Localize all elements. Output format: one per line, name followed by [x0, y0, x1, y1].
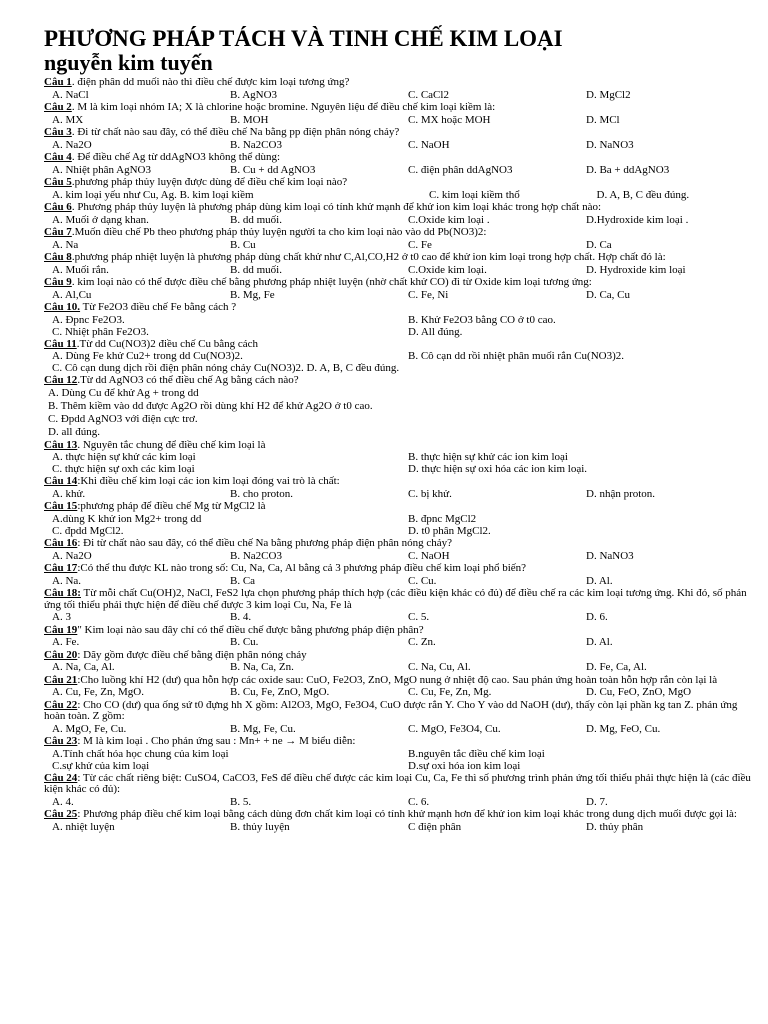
answer-option[interactable] [254, 189, 422, 201]
answer-option[interactable]: C. NaOH [408, 549, 450, 562]
answer-option[interactable]: B. thực hiện sự khử các ion kim loại [408, 451, 568, 464]
answer-option[interactable]: A. Na2O [52, 549, 92, 562]
answer-option[interactable]: C. 5. [408, 611, 430, 624]
answer-option[interactable]: B. Cu [230, 238, 256, 251]
answer-option[interactable]: D. Al. [586, 574, 613, 587]
answer-option[interactable]: A. Muối rắn. [52, 263, 109, 276]
answer-options [44, 189, 756, 201]
question-item [44, 700, 756, 736]
answer-option[interactable]: D. Ca [586, 238, 612, 251]
answer-option[interactable]: A. Dùng Fe khử Cu2+ trong dd Cu(NO3)2. [52, 350, 243, 363]
answer-option[interactable]: D. t0 phân MgCl2. [408, 524, 491, 537]
answer-option[interactable]: A. nhiệt luyện [52, 820, 115, 833]
answer-option[interactable]: D. NaNO3 [586, 549, 634, 562]
answer-option[interactable]: B. 5. [230, 795, 252, 808]
question-text: Từ Fe2O3 điều chế Fe bằng cách ? [80, 301, 237, 313]
answer-option[interactable]: B. cho proton. [230, 487, 293, 500]
answer-options [44, 488, 756, 500]
answer-option[interactable]: A. kim loại yếu như Cu, Ag. B. kim loại kiềm [52, 188, 254, 201]
question-stem [44, 77, 756, 89]
answer-options [44, 139, 756, 151]
question-item [44, 625, 756, 649]
answer-options [44, 748, 756, 772]
question-stem [44, 700, 756, 723]
question-text: :phương pháp để điều chế Mg từ MgCl2 là [77, 500, 266, 513]
question-stem [44, 476, 756, 488]
question-text: . kim loại nào có thể được điều chế bằng phương pháp nhiệt luyện (nhờ chất khử CO) đi từ Oxide kim loại tương ứng: [71, 276, 592, 288]
answer-option[interactable]: B. dd muối. [230, 213, 282, 226]
answer-option[interactable]: B. đpnc MgCl2 [408, 512, 477, 525]
answer-option[interactable]: A. Muối ở dạng khan. [52, 213, 149, 226]
question-item [44, 177, 756, 201]
question-item [44, 773, 756, 809]
answer-option[interactable]: D. nhận proton. [586, 487, 656, 500]
document [44, 26, 756, 833]
question-item [44, 588, 756, 624]
question-stem [44, 650, 756, 662]
answer-options [44, 550, 756, 562]
answer-option[interactable]: B. Mg, Fe [230, 288, 275, 301]
answer-option[interactable]: D. Mg, FeO, Cu. [586, 722, 661, 735]
answer-option[interactable]: A. Na [52, 238, 79, 251]
answer-option[interactable]: D. A, B, C đều đúng. [596, 188, 690, 201]
answer-option[interactable]: B. MOH [230, 113, 269, 126]
answer-option[interactable]: B. thủy luyện [230, 820, 290, 833]
answer-option[interactable]: D. All đúng. [408, 325, 463, 338]
answer-option[interactable]: D. Cu, FeO, ZnO, MgO [586, 686, 692, 699]
question-text: . điện phân dd muối nào thì điều chế được kim loại tương ứng? [71, 76, 350, 88]
question-stem [44, 339, 756, 351]
question-text: :Có thể thu được KL nào trong số: Cu, Na, Ca, Al bằng cả 3 phương pháp điều chế kim loại phổ biến? [77, 561, 527, 574]
answer-option[interactable]: C. bị khử. [408, 487, 452, 500]
answer-option[interactable]: B. Na2CO3 [230, 138, 282, 151]
answer-option[interactable]: C. NaOH [408, 138, 450, 151]
answer-option[interactable]: D. Ba + ddAgNO3 [586, 163, 670, 176]
answer-option[interactable]: C. Cu. [408, 574, 437, 587]
answer-option[interactable]: B. Cô cạn dd rồi nhiệt phân muối rắn Cu(NO3)2. [408, 350, 624, 363]
answer-options [44, 387, 756, 439]
question-text: .phương pháp thủy luyện được dùng để điều chế kim loại nào? [71, 176, 348, 188]
answer-option[interactable]: C. CaCl2 [408, 88, 449, 101]
answer-options [44, 575, 756, 587]
question-stem [44, 202, 756, 214]
question-text: :Khi điều chế kim loại các ion kim loại đóng vai trò là chất: [77, 475, 340, 488]
question-item [44, 375, 756, 439]
question-item [44, 440, 756, 476]
answer-option[interactable]: A.Tính chất hóa học chung của kim loại [52, 747, 229, 760]
answer-option[interactable]: B. Cu, Fe, ZnO, MgO. [230, 686, 330, 699]
answer-option[interactable]: A. Fe. [52, 636, 80, 649]
question-number: Câu 4 [44, 151, 72, 163]
question-stem [44, 152, 756, 164]
answer-option[interactable]: C. kim loại kiềm thổ [429, 188, 520, 201]
answer-option[interactable]: D. NaNO3 [586, 138, 634, 151]
question-text: : Cho CO (dư) qua ống sứ t0 đựng hh X gồm: Al2O3, MgO, Fe3O4, CuO được rắn Y. Cho Y vào dd NaOH (dư), thấy còn lại phần kg tan Z. phản ứng hoàn toàn. Z gồm: [44, 698, 738, 723]
question-stem [44, 563, 756, 575]
question-item [44, 501, 756, 537]
question-text: . Để điều chế Ag từ ddAgNO3 không thể dùng: [71, 151, 281, 163]
answer-option[interactable]: C điện phân [408, 820, 462, 833]
question-number: Câu 19 [44, 623, 78, 636]
question-text: : M là kim loại . Cho phản ứng sau : Mn+ + ne → M biểu diễn: [77, 735, 356, 748]
question-number: Câu 14 [44, 475, 78, 488]
question-text: : Từ các chất riêng biệt: CuSO4, CaCO3, FeS để điều chế được các kim loại Cu, Ca, Fe thì số phương trình phản ứng tối thiểu phải thực hiện là (các điều kiện khác có đủ): [44, 771, 751, 796]
question-stem [44, 177, 756, 189]
question-number: Câu 17 [44, 561, 78, 574]
question-item [44, 252, 756, 276]
answer-option[interactable]: D. MCl [586, 113, 620, 126]
answer-options [44, 264, 756, 276]
question-text: . M là kim loại nhóm IA; X là chlorine hoặc bromine. Nguyên liệu để điều chế kim loại kiềm là: [71, 101, 496, 113]
question-stem [44, 809, 756, 821]
answer-options [44, 821, 756, 833]
answer-option[interactable]: C. Fe, Ni [408, 288, 449, 301]
question-stem [44, 102, 756, 114]
answer-options [44, 611, 756, 623]
question-number: Câu 23 [44, 735, 78, 748]
answer-option[interactable]: D. all đúng. [48, 425, 100, 438]
question-number: Câu 20 [44, 648, 78, 661]
answer-option[interactable]: B. Na2CO3 [230, 549, 282, 562]
answer-option[interactable]: B. Mg, Fe, Cu. [230, 722, 296, 735]
answer-option[interactable]: A. 4. [52, 795, 74, 808]
answer-option[interactable]: D.Hydroxide kim loại . [586, 213, 689, 226]
question-text: :Cho luồng khí H2 (dư) qua hỗn hợp các oxide sau: CuO, Fe2O3, ZnO, MgO nung ở nhiệt độ cao. Sau phản ứng hoàn toàn hỗn hợp rắn còn lại là [77, 673, 718, 686]
question-text: : Dãy gồm được điều chế bằng điện phân nóng chảy [77, 648, 307, 661]
answer-option[interactable]: A. khử. [52, 487, 86, 500]
answer-option[interactable]: C. Cu, Fe, Zn, Mg. [408, 686, 492, 699]
question-stem [44, 736, 756, 748]
question-number: Câu 12 [44, 374, 78, 387]
answer-options [44, 796, 756, 808]
question-number: Câu 24 [44, 771, 78, 784]
answer-options [44, 214, 756, 226]
answer-option[interactable]: B. Cu. [230, 636, 259, 649]
question-text: . Đi từ chất nào sau đây, có thể điều chế Na bằng pp điện phân nóng chảy? [71, 126, 400, 138]
question-stem [44, 127, 756, 139]
answer-option[interactable]: D. thủy phân [586, 820, 644, 833]
question-text: : Phương pháp điều chế kim loại bằng cách dùng đơn chất kim loại có tính khử mạnh hơn để khử ion kim loại khác trong dung dịch muối được gọi là: [77, 808, 737, 821]
answer-option[interactable]: A. Na. [52, 574, 82, 587]
answer-option[interactable]: A.dùng K khử ion Mg2+ trong dd [52, 512, 202, 525]
question-text: " Kim loại nào sau đây chỉ có thể điều chế được bằng phương pháp điện phân? [77, 623, 424, 636]
question-item [44, 538, 756, 562]
question-number: Câu 13 [44, 438, 78, 451]
answer-option[interactable]: C. Fe [408, 238, 432, 251]
answer-options [44, 513, 756, 537]
answer-options [44, 636, 756, 648]
question-stem [44, 773, 756, 796]
question-text: .phương pháp nhiệt luyện là phương pháp dùng chất khử như C,Al,CO,H2 ở t0 cao để khử ion kim loại trong hợp chất. Hợp chất đó là: [71, 251, 666, 263]
question-stem [44, 302, 756, 314]
answer-option[interactable]: D.sự oxi hóa ion kim loại [408, 759, 521, 772]
answer-option[interactable]: A. Na, Ca, Al. [52, 661, 115, 674]
answer-option[interactable]: B. AgNO3 [230, 88, 278, 101]
answer-options [44, 661, 756, 673]
answer-option[interactable]: B. Cu + dd AgNO3 [230, 163, 316, 176]
answer-options [44, 451, 756, 475]
answer-option[interactable]: C. điện phân ddAgNO3 [408, 163, 513, 176]
answer-options [44, 114, 756, 126]
answer-option[interactable]: B. dd muối. [230, 263, 282, 276]
question-stem [44, 538, 756, 550]
answer-options [44, 89, 756, 101]
question-number: Câu 15 [44, 500, 78, 513]
question-stem [44, 625, 756, 637]
question-number: Câu 25 [44, 808, 78, 821]
question-number: Câu 21 [44, 673, 78, 686]
answer-option[interactable]: C. Đpdd AgNO3 với điện cực trơ. [48, 412, 198, 425]
answer-options [44, 239, 756, 251]
answer-options [44, 686, 756, 698]
question-list [44, 77, 756, 833]
question-text: . Nguyên tắc chung để điều chế kim loại là [77, 438, 266, 451]
question-item [44, 277, 756, 301]
answer-option[interactable]: A. Na2O [52, 138, 92, 151]
answer-option[interactable]: A. Al,Cu [52, 288, 92, 301]
question-item [44, 227, 756, 251]
question-item [44, 202, 756, 226]
answer-options [44, 314, 756, 338]
question-number: Câu 11 [44, 337, 77, 350]
answer-option[interactable]: B. Khử Fe2O3 bằng CO ở t0 cao. [408, 313, 556, 326]
answer-options [44, 350, 756, 374]
question-text: . Phương pháp thủy luyện là phương pháp dùng kim loại có tính khử mạnh để khử ion kim loại khác trong hợp chất nào: [71, 201, 602, 213]
answer-option[interactable]: C.sự khử của kim loại [52, 759, 150, 772]
answer-options [44, 289, 756, 301]
question-number: Câu 3 [44, 126, 72, 138]
question-stem [44, 588, 756, 611]
answer-option[interactable]: C.Oxide kim loại. [408, 263, 487, 276]
question-stem [44, 375, 756, 387]
question-item [44, 675, 756, 699]
answer-option[interactable]: C. thực hiện sự oxh các kim loại [52, 463, 195, 476]
question-number: Câu 2 [44, 101, 72, 113]
answer-option[interactable]: B. Thêm kiềm vào dd được Ag2O rồi dùng khí H2 để khử Ag2O ở t0 cao. [48, 399, 373, 412]
question-stem [44, 227, 756, 239]
answer-option[interactable]: A. Cu, Fe, Zn, MgO. [52, 686, 144, 699]
answer-option[interactable]: D. 7. [586, 795, 608, 808]
answer-option[interactable]: D. thực hiện sự oxi hóa các ion kim loại. [408, 463, 588, 476]
author-name: nguyễn kim tuyến [44, 50, 213, 75]
answer-option[interactable]: B. 4. [230, 611, 252, 624]
question-number: Câu 8 [44, 251, 72, 263]
question-item [44, 152, 756, 176]
answer-option[interactable]: D. MgCl2 [586, 88, 631, 101]
answer-options [44, 723, 756, 735]
question-item [44, 302, 756, 338]
question-item [44, 563, 756, 587]
question-text: Từ mỗi chất Cu(OH)2, NaCl, FeS2 lựa chọn phương pháp thích hợp (các điều kiện khác có đủ) để điều chế ra các kim loại tương ứng. Khi đó, số phản ứng tối thiểu phải thực hiện để điều chế được 3 kim loại Cu, Na, Fe là [44, 586, 747, 611]
answer-option[interactable]: A. MX [52, 113, 84, 126]
question-item [44, 736, 756, 772]
question-item [44, 77, 756, 101]
answer-option[interactable]: A. Nhiệt phân AgNO3 [52, 163, 151, 176]
answer-option[interactable]: A. thực hiện sự khử các kim loại [52, 451, 196, 464]
question-text: .Từ dd Cu(NO3)2 điều chế Cu bằng cách [76, 337, 259, 350]
question-item [44, 127, 756, 151]
answer-options [44, 164, 756, 176]
answer-option[interactable]: A. Dùng Cu để khử Ag + trong dd [48, 386, 199, 399]
question-item [44, 339, 756, 375]
answer-option[interactable]: C. MX hoặc MOH [408, 113, 491, 126]
question-number: Câu 18: [44, 586, 81, 599]
answer-option[interactable]: D. Hydroxide kim loại [586, 263, 686, 276]
question-number: Câu 7 [44, 226, 72, 238]
answer-option[interactable]: C. đpdd MgCl2. [52, 524, 124, 537]
question-stem [44, 675, 756, 687]
question-stem [44, 252, 756, 264]
answer-option[interactable]: C. MgO, Fe3O4, Cu. [408, 722, 501, 735]
question-number: Câu 10. [44, 301, 81, 313]
answer-option[interactable]: C.Oxide kim loại . [408, 213, 490, 226]
answer-option[interactable]: D. Al. [586, 636, 613, 649]
question-item [44, 650, 756, 674]
answer-option[interactable]: A. NaCl [52, 88, 89, 101]
page-title: PHƯƠNG PHÁP TÁCH VÀ TINH CHẾ KIM LOẠI [44, 26, 563, 51]
answer-option[interactable]: D. Ca, Cu [586, 288, 630, 301]
question-text: : Đi từ chất nào sau đây, có thể điều chế Na bằng phương pháp điện phân nóng chảy? [77, 536, 453, 549]
question-number: Câu 1 [44, 76, 72, 88]
question-number: Câu 5 [44, 176, 72, 188]
answer-option[interactable]: D. 6. [586, 611, 608, 624]
question-stem [44, 277, 756, 289]
answer-option[interactable]: C. Cô cạn dung dịch rồi điện phân nóng chảy Cu(NO3)2. D. A, B, C đều đúng. [52, 362, 400, 375]
answer-option[interactable]: B.nguyên tắc điều chế kim loại [408, 747, 545, 760]
question-text: .Muốn điều chế Pb theo phương pháp thủy luyện người ta cho kim loại nào vào dd Pb(NO3)2: [71, 226, 487, 238]
answer-option[interactable]: C. Nhiệt phân Fe2O3. [52, 325, 149, 338]
question-number: Câu 16 [44, 536, 78, 549]
answer-option[interactable]: B. Ca [230, 574, 256, 587]
question-number: Câu 22 [44, 698, 78, 711]
answer-option[interactable]: B. Na, Ca, Zn. [230, 661, 294, 674]
answer-option[interactable]: D. Fe, Ca, Al. [586, 661, 647, 674]
answer-option[interactable]: C. Zn. [408, 636, 436, 649]
answer-option[interactable]: C. 6. [408, 795, 430, 808]
answer-option[interactable]: C. Na, Cu, Al. [408, 661, 471, 674]
answer-option[interactable]: A. 3 [52, 611, 71, 624]
question-number: Câu 9 [44, 276, 72, 288]
question-stem [44, 440, 756, 452]
answer-option[interactable]: A. Đpnc Fe2O3. [52, 313, 125, 326]
question-number: Câu 6 [44, 201, 72, 213]
question-text: .Từ dd AgNO3 có thể điều chế Ag bằng cách nào? [77, 374, 299, 387]
question-item [44, 476, 756, 500]
answer-option[interactable]: A. MgO, Fe, Cu. [52, 722, 127, 735]
question-item [44, 809, 756, 833]
question-item [44, 102, 756, 126]
question-stem [44, 501, 756, 513]
